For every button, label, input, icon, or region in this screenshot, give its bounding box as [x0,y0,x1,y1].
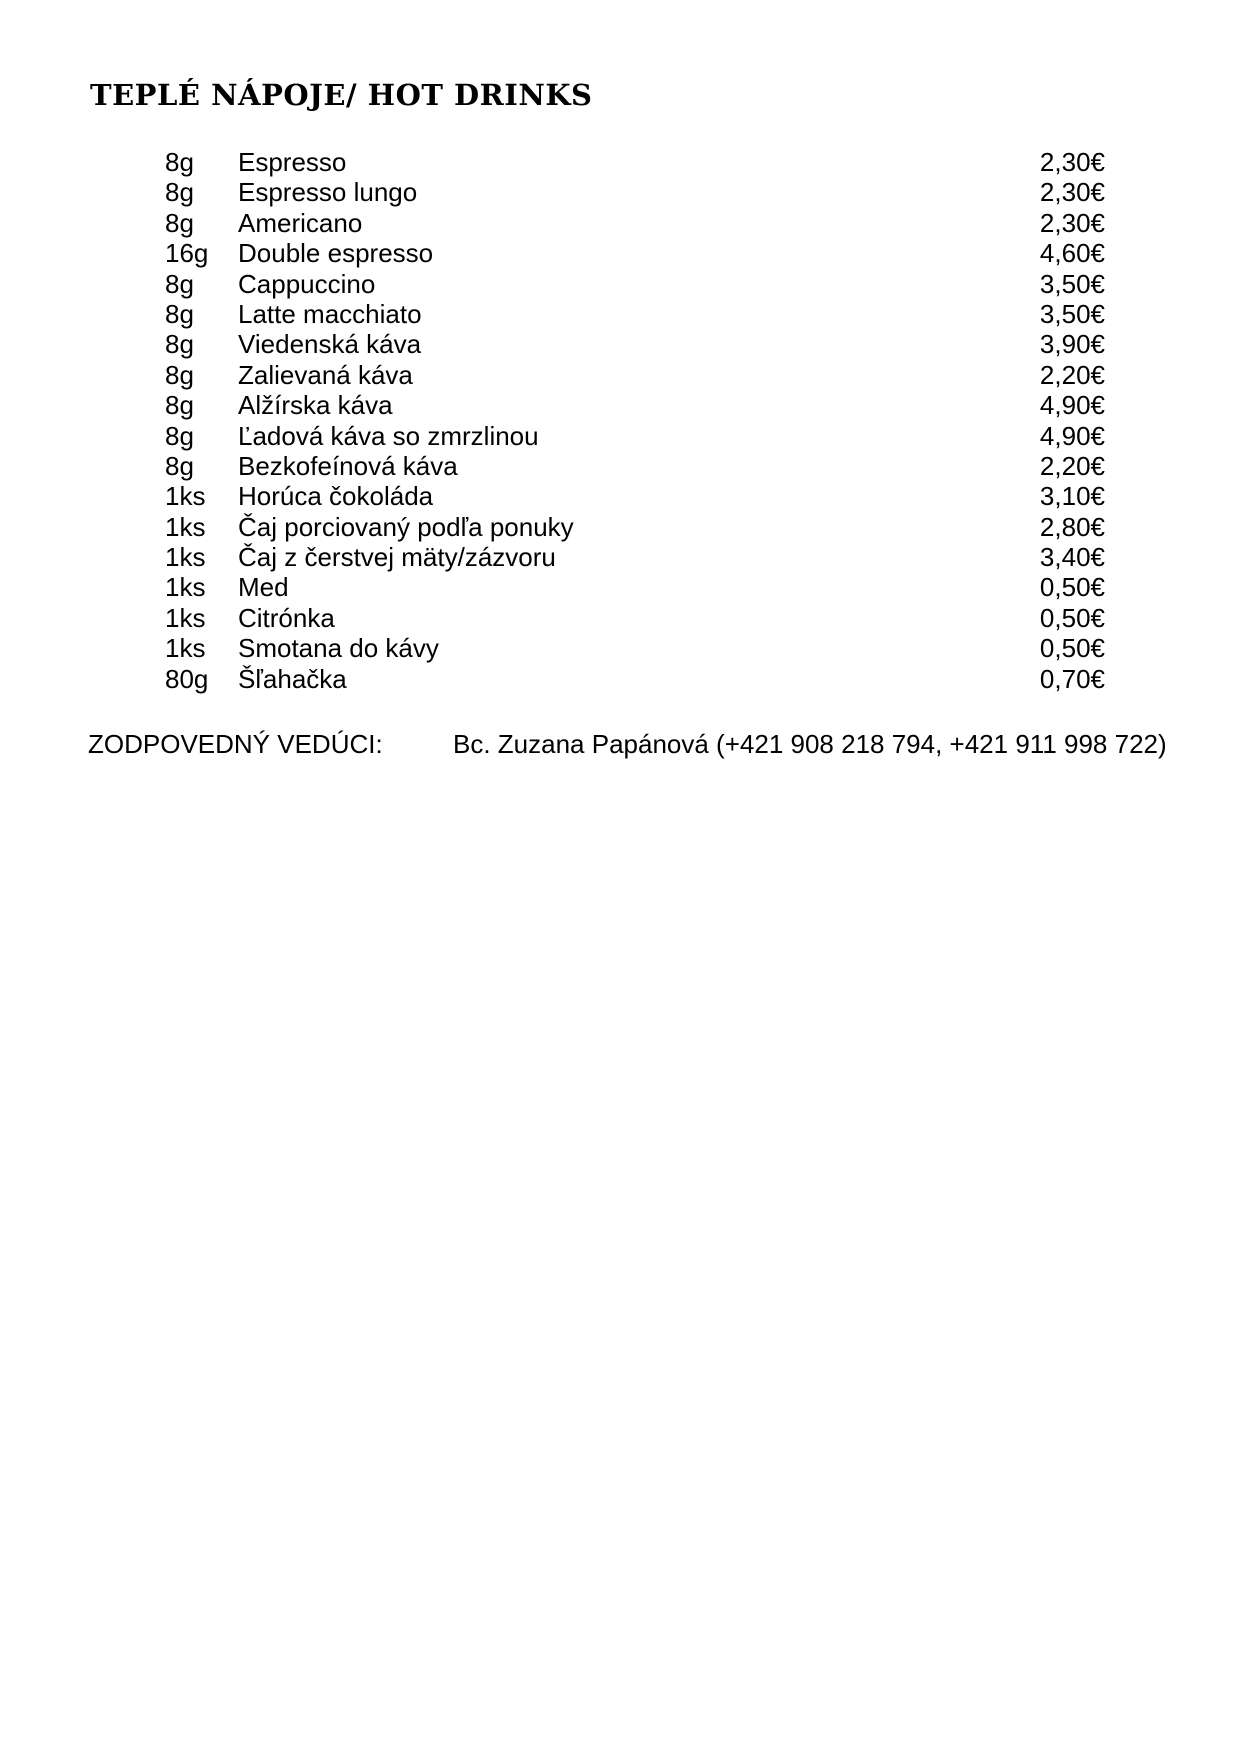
item-price: 3,90€ [1039,329,1105,360]
menu-row [165,572,1105,602]
item-price: 4,60€ [1039,238,1105,269]
menu-row [165,238,1105,268]
item-price: 3,50€ [1039,298,1105,329]
menu-row [165,664,1105,694]
menu-row [165,451,1105,481]
item-name: Americano [238,207,363,238]
item-quantity: 8g [165,329,194,360]
item-price: 4,90€ [1039,390,1105,421]
item-name: Alžírska káva [238,390,393,421]
item-name: Med [238,572,289,603]
item-price: 0,50€ [1039,602,1105,633]
menu-row [165,177,1105,207]
item-name: Citrónka [238,602,335,633]
item-name: Zalievaná káva [238,359,413,390]
page-title: TEPLÉ NÁPOJE/ HOT DRINKS [90,78,593,112]
item-quantity: 1ks [165,633,206,664]
item-quantity: 1ks [165,572,206,603]
item-name: Bezkofeínová káva [238,450,458,481]
item-price: 2,30€ [1039,207,1105,238]
menu-row [165,299,1105,329]
item-price: 0,70€ [1039,663,1105,694]
menu-row [165,512,1105,542]
item-price: 3,50€ [1039,268,1105,299]
menu-row [165,269,1105,299]
item-name: Viedenská káva [238,329,422,360]
item-quantity: 8g [165,207,194,238]
menu-row [165,360,1105,390]
item-quantity: 8g [165,420,194,451]
item-price: 4,90€ [1039,420,1105,451]
menu-row [165,329,1105,359]
item-price: 2,20€ [1039,450,1105,481]
menu-row [165,390,1105,420]
item-quantity: 8g [165,298,194,329]
item-quantity: 8g [165,359,194,390]
item-price: 2,30€ [1039,177,1105,208]
item-name: Smotana do kávy [238,633,439,664]
item-price: 0,50€ [1039,572,1105,603]
item-price: 3,10€ [1039,481,1105,512]
item-name: Cappuccino [238,268,376,299]
item-name: Šľahačka [238,663,347,694]
menu-row [165,208,1105,238]
item-price: 2,80€ [1039,511,1105,542]
item-quantity: 8g [165,390,194,421]
menu-row [165,481,1105,511]
menu-row [165,633,1105,663]
item-name: Latte macchiato [238,298,422,329]
item-quantity: 1ks [165,481,206,512]
menu-list [165,147,1105,694]
item-quantity: 8g [165,450,194,481]
responsible-manager-label: ZODPOVEDNÝ VEDÚCI: [88,729,383,759]
item-name: Espresso lungo [238,177,418,208]
item-name: Čaj z čerstvej mäty/zázvoru [238,542,556,573]
item-name: Čaj porciovaný podľa ponuky [238,511,574,542]
responsible-manager-line [0,728,1241,760]
menu-row [165,147,1105,177]
item-price: 3,40€ [1039,542,1105,573]
item-quantity: 16g [165,238,209,269]
item-name: Ľadová káva so zmrzlinou [238,420,539,451]
item-quantity: 80g [165,663,209,694]
menu-row [165,542,1105,572]
item-price: 0,50€ [1039,633,1105,664]
item-price: 2,20€ [1039,359,1105,390]
item-quantity: 8g [165,147,194,177]
item-quantity: 8g [165,268,194,299]
responsible-manager-value: Bc. Zuzana Papánová (+421 908 218 794, +421 911 998 722) [453,729,1167,759]
item-price: 2,30€ [1039,147,1105,177]
menu-row [165,603,1105,633]
item-quantity: 8g [165,177,194,208]
menu-row [165,421,1105,451]
item-quantity: 1ks [165,542,206,573]
item-quantity: 1ks [165,602,206,633]
item-name: Horúca čokoláda [238,481,434,512]
item-quantity: 1ks [165,511,206,542]
item-name: Double espresso [238,238,434,269]
item-name: Espresso [238,147,347,177]
